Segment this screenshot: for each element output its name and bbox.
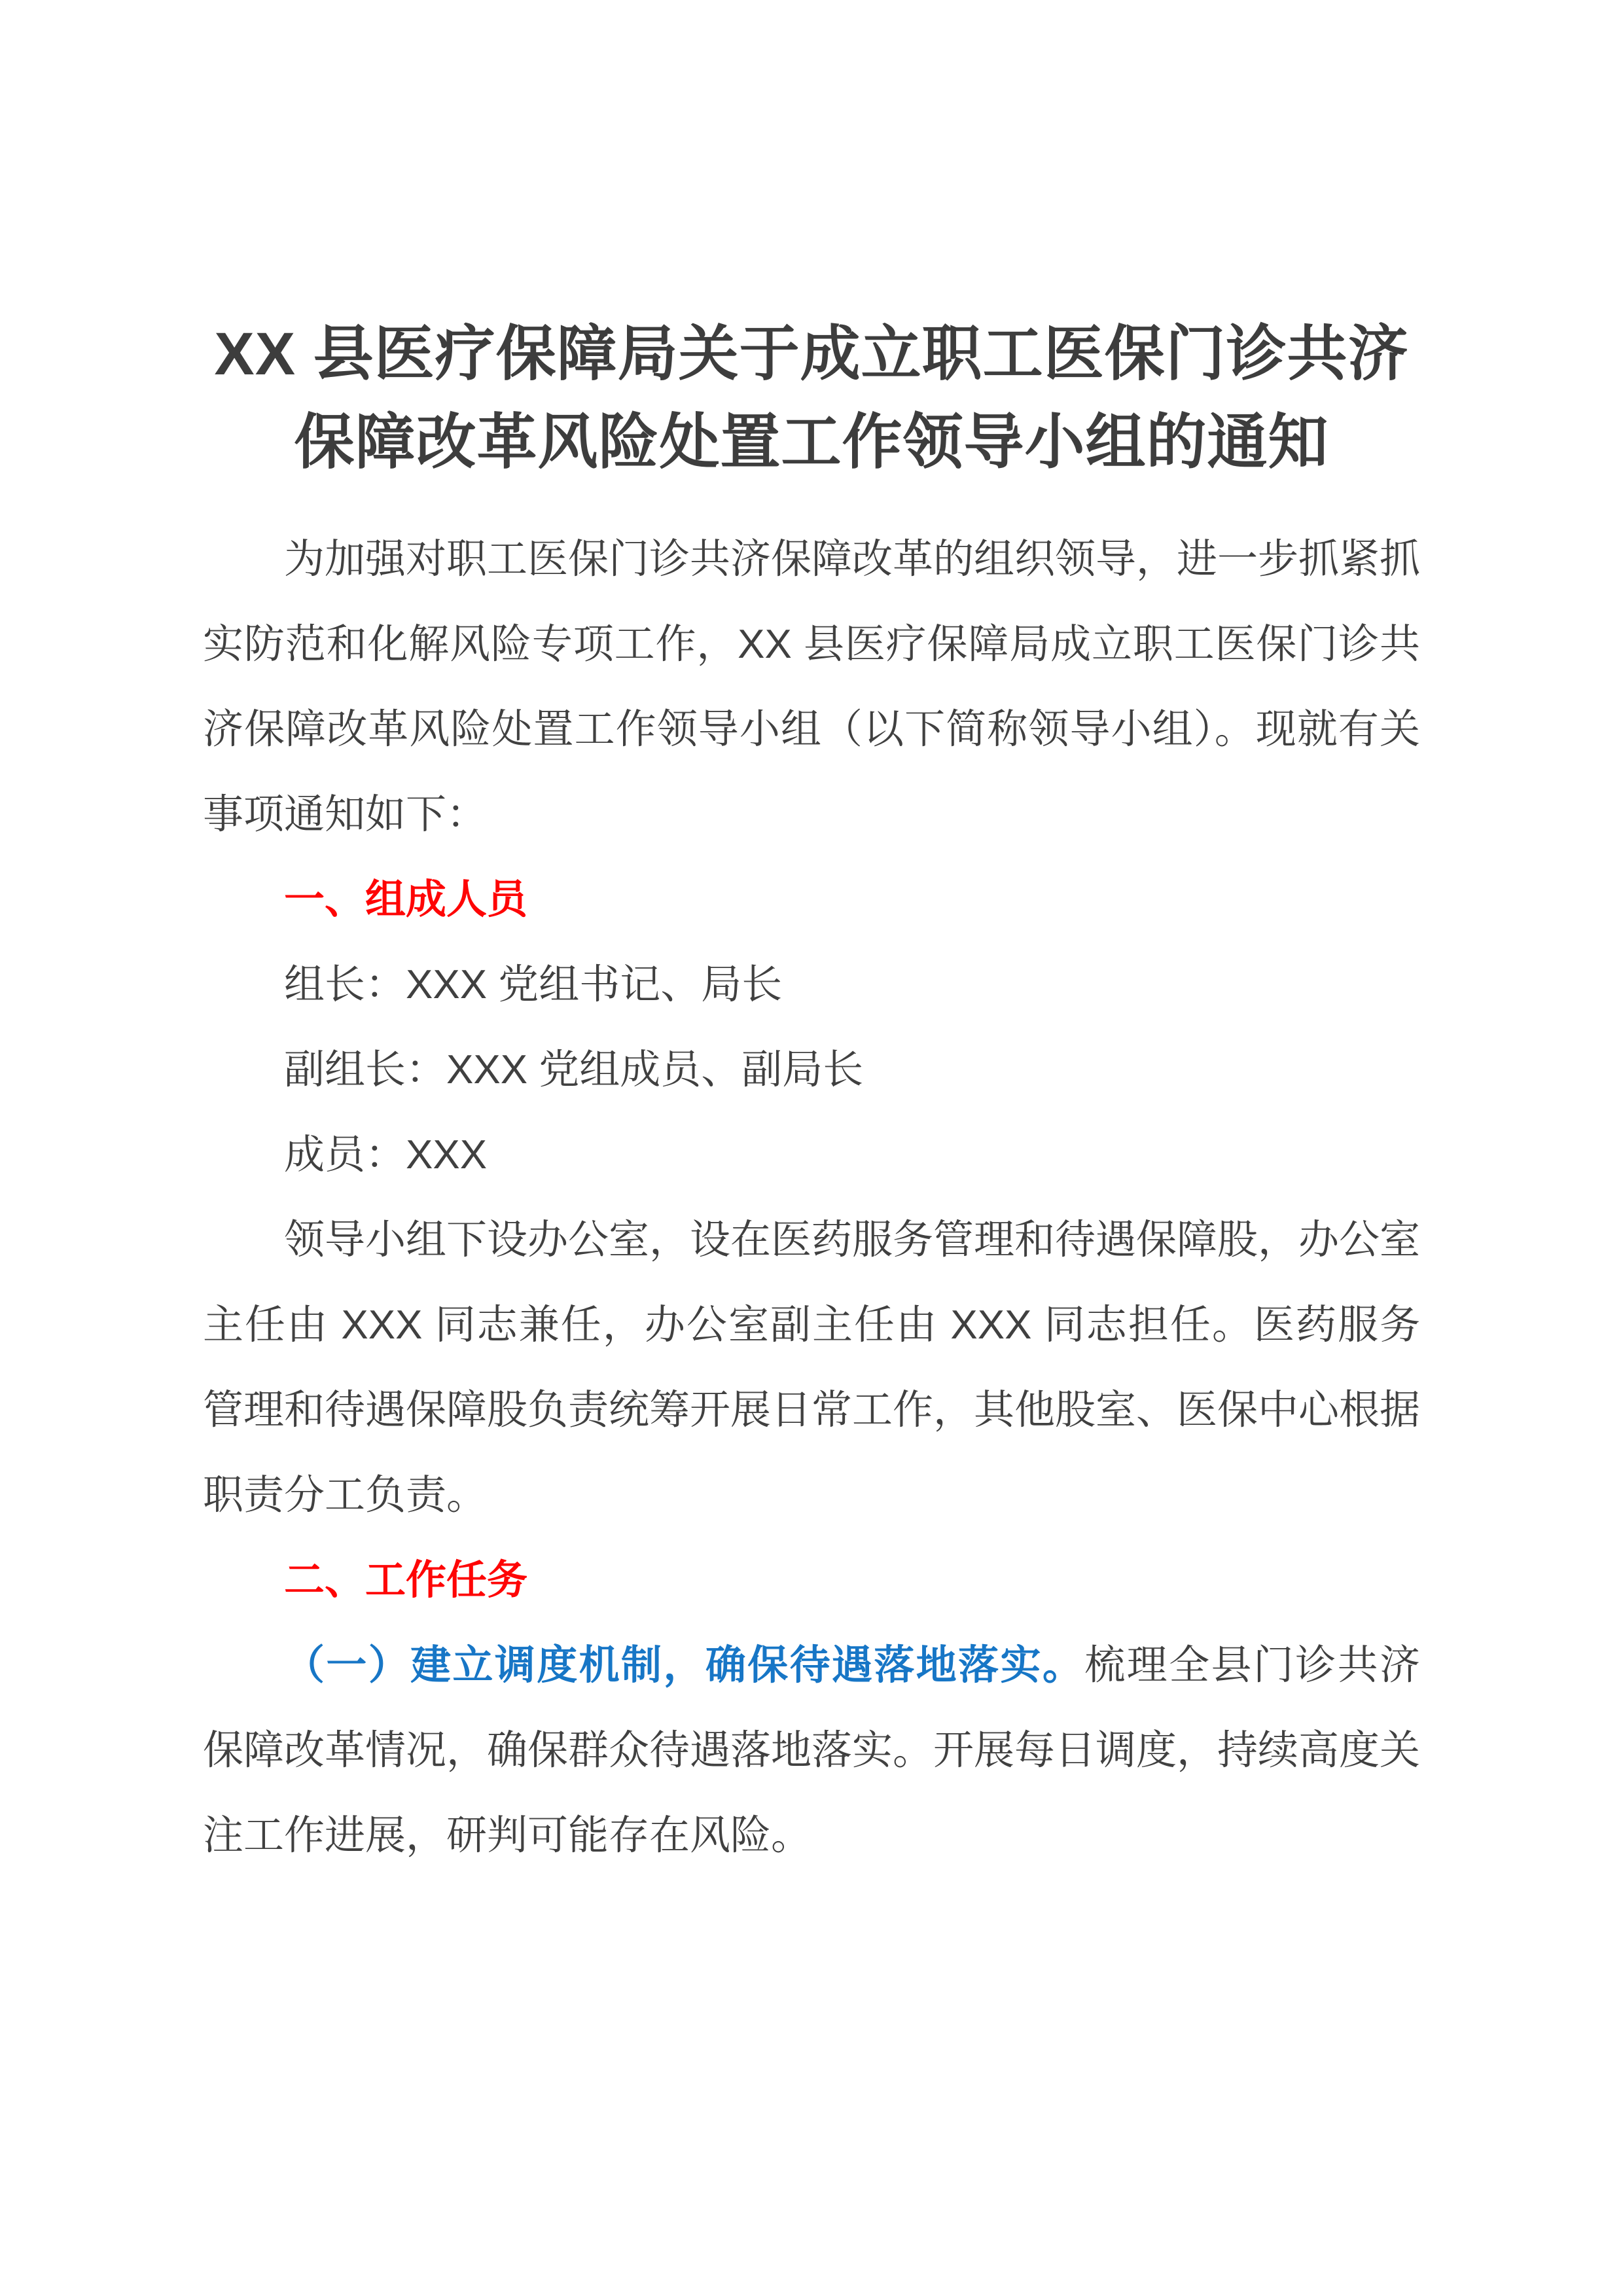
office-paragraph — [203, 1198, 1420, 1538]
document-title — [203, 310, 1420, 487]
member-line-deputy-leader — [203, 1028, 1420, 1113]
document-title-line2: 保障改革风险处置工作领导小组的通知 — [294, 409, 1329, 476]
paragraph-list — [203, 517, 1420, 1878]
section-heading-2-run-red-bold: 二、工作任务 — [284, 1558, 528, 1603]
section-heading-1-run-red-bold: 一、组成人员 — [284, 877, 528, 922]
member-line-leader-run-normal: 组长：XXX 党组书记、局长 — [284, 962, 783, 1007]
member-line-members — [203, 1113, 1420, 1198]
intro-paragraph-run-normal: 为加强对职工医保门诊共济保障改革的组织领导，进一步抓紧抓实防范和化解风险专项工作，XX 县医疗保障局成立职工医保门诊共济保障改革风险处置工作领导小组（以下简称领导小组）。现就有关事项通知如下： — [203, 537, 1421, 837]
document-title-line1: XX 县医疗保障局关于成立职工医保门诊共济 — [214, 321, 1409, 387]
task-1-paragraph-run-blue-bold: （一）建立调度机制，确保待遇落地落实。 — [284, 1643, 1085, 1688]
intro-paragraph — [203, 517, 1420, 857]
member-line-leader — [203, 942, 1420, 1028]
office-paragraph-run-normal: 领导小组下设办公室，设在医药服务管理和待遇保障股，办公室主任由 XXX 同志兼任，办公室副主任由 XXX 同志担任。医药服务管理和待遇保障股负责统筹开展日常工作，其他股室、医保中心根据职责分工负责。 — [203, 1217, 1421, 1518]
member-line-deputy-leader-run-normal: 副组长：XXX 党组成员、副局长 — [284, 1047, 864, 1092]
member-line-members-run-normal: 成员：XXX — [284, 1132, 488, 1177]
section-heading-2 — [203, 1538, 1420, 1623]
task-1-paragraph-run-normal: 梳理全县门诊共济保障改革情况，确保群众待遇落地落实。开展每日调度，持续高度关注工作进展，研判可能存在风险。 — [203, 1643, 1421, 1858]
task-1-paragraph — [203, 1623, 1420, 1878]
section-heading-1 — [203, 857, 1420, 942]
